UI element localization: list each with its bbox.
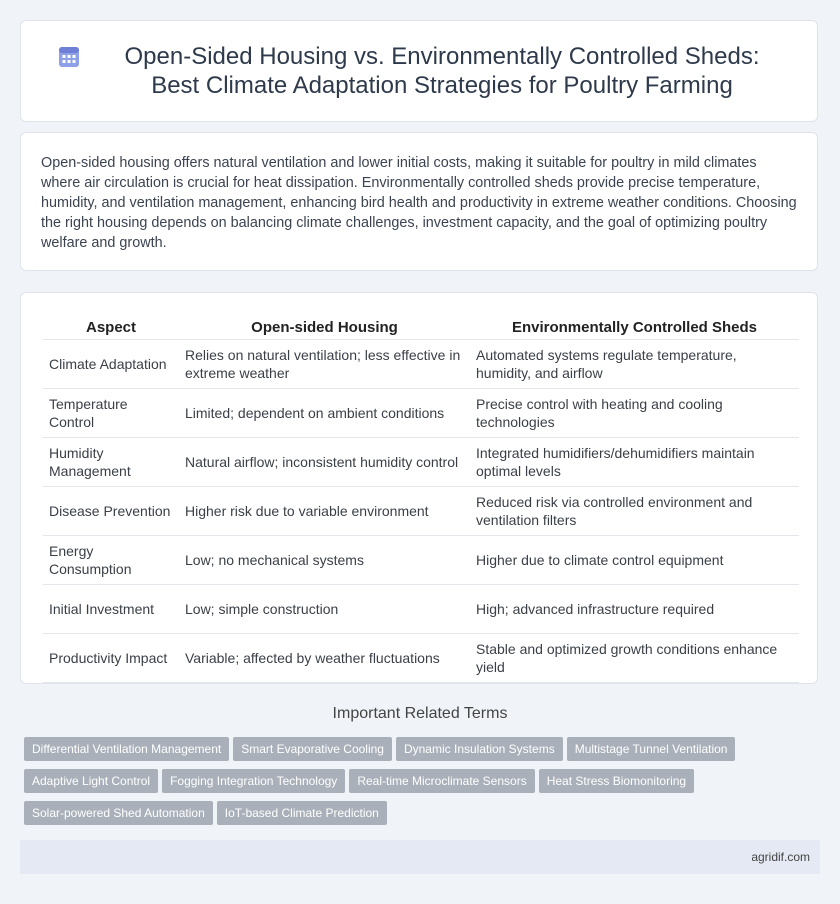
cell-controlled: Higher due to climate control equipment: [470, 536, 799, 585]
table-row: [43, 585, 799, 634]
table-row: [43, 438, 799, 487]
cell-aspect: Disease Prevention: [43, 487, 179, 536]
related-term-tag[interactable]: Real-time Microclimate Sensors: [349, 769, 534, 793]
related-term-tag[interactable]: Multistage Tunnel Ventilation: [567, 737, 736, 761]
cell-open-sided: Low; no mechanical systems: [179, 536, 470, 585]
cell-controlled: High; advanced infrastructure required: [470, 585, 799, 634]
table-row: [43, 389, 799, 438]
table-row: [43, 634, 799, 683]
cell-aspect: Initial Investment: [43, 585, 179, 634]
cell-aspect: Humidity Management: [43, 438, 179, 487]
cell-open-sided: Natural airflow; inconsistent humidity control: [179, 438, 470, 487]
cell-aspect: Energy Consumption: [43, 536, 179, 585]
cell-open-sided: Low; simple construction: [179, 585, 470, 634]
cell-controlled: Reduced risk via controlled environment and ventilation filters: [470, 487, 799, 536]
comparison-card: [20, 292, 818, 684]
cell-controlled: Integrated humidifiers/dehumidifiers maintain optimal levels: [470, 438, 799, 487]
cell-controlled: Automated systems regulate temperature, humidity, and airflow: [470, 340, 799, 389]
cell-aspect: Climate Adaptation: [43, 340, 179, 389]
related-term-tag[interactable]: Heat Stress Biomonitoring: [539, 769, 694, 793]
table-row: [43, 536, 799, 585]
cell-aspect: Productivity Impact: [43, 634, 179, 683]
table-row: [43, 340, 799, 389]
header-open-sided: Open-sided Housing: [179, 315, 470, 340]
cell-open-sided: Higher risk due to variable environment: [179, 487, 470, 536]
cell-controlled: Precise control with heating and cooling technologies: [470, 389, 799, 438]
cell-open-sided: Variable; affected by weather fluctuations: [179, 634, 470, 683]
cell-aspect: Temperature Control: [43, 389, 179, 438]
cell-controlled: Stable and optimized growth conditions enhance yield: [470, 634, 799, 683]
related-term-tag[interactable]: Dynamic Insulation Systems: [396, 737, 563, 761]
comparison-table: [43, 315, 799, 683]
related-term-tag[interactable]: Adaptive Light Control: [24, 769, 158, 793]
related-term-tag[interactable]: Smart Evaporative Cooling: [233, 737, 392, 761]
related-terms-list: [24, 737, 804, 833]
header-aspect: Aspect: [43, 315, 179, 340]
footer: [20, 840, 820, 874]
related-term-tag[interactable]: IoT-based Climate Prediction: [217, 801, 387, 825]
document-icon: [56, 44, 82, 70]
page-title: Open-Sided Housing vs. Environmentally Controlled Sheds: Best Climate Adaptation Strategies for Poultry Farming: [124, 43, 760, 99]
cell-open-sided: Limited; dependent on ambient conditions: [179, 389, 470, 438]
header-controlled: Environmentally Controlled Sheds: [470, 315, 799, 340]
title-card: [20, 20, 818, 122]
intro-card: [20, 132, 818, 271]
table-row: [43, 487, 799, 536]
related-term-tag[interactable]: Differential Ventilation Management: [24, 737, 229, 761]
cell-open-sided: Relies on natural ventilation; less effective in extreme weather: [179, 340, 470, 389]
table-header-row: [43, 315, 799, 340]
footer-site-link[interactable]: agridif.com: [751, 850, 810, 864]
intro-paragraph: Open-sided housing offers natural ventilation and lower initial costs, making it suitable for poultry in mild climates where air circulation is crucial for heat dissipation. Environmentally controlled sheds provide precise temperature, humidity, and ventilation management, enhancing bird health and productivity in extreme weather conditions. Choosing the right housing depends on balancing climate challenges, investment capacity, and the goal of optimizing poultry welfare and growth.: [41, 155, 797, 251]
related-term-tag[interactable]: Solar-powered Shed Automation: [24, 801, 213, 825]
related-term-tag[interactable]: Fogging Integration Technology: [162, 769, 345, 793]
related-terms-title: Important Related Terms: [332, 705, 508, 722]
